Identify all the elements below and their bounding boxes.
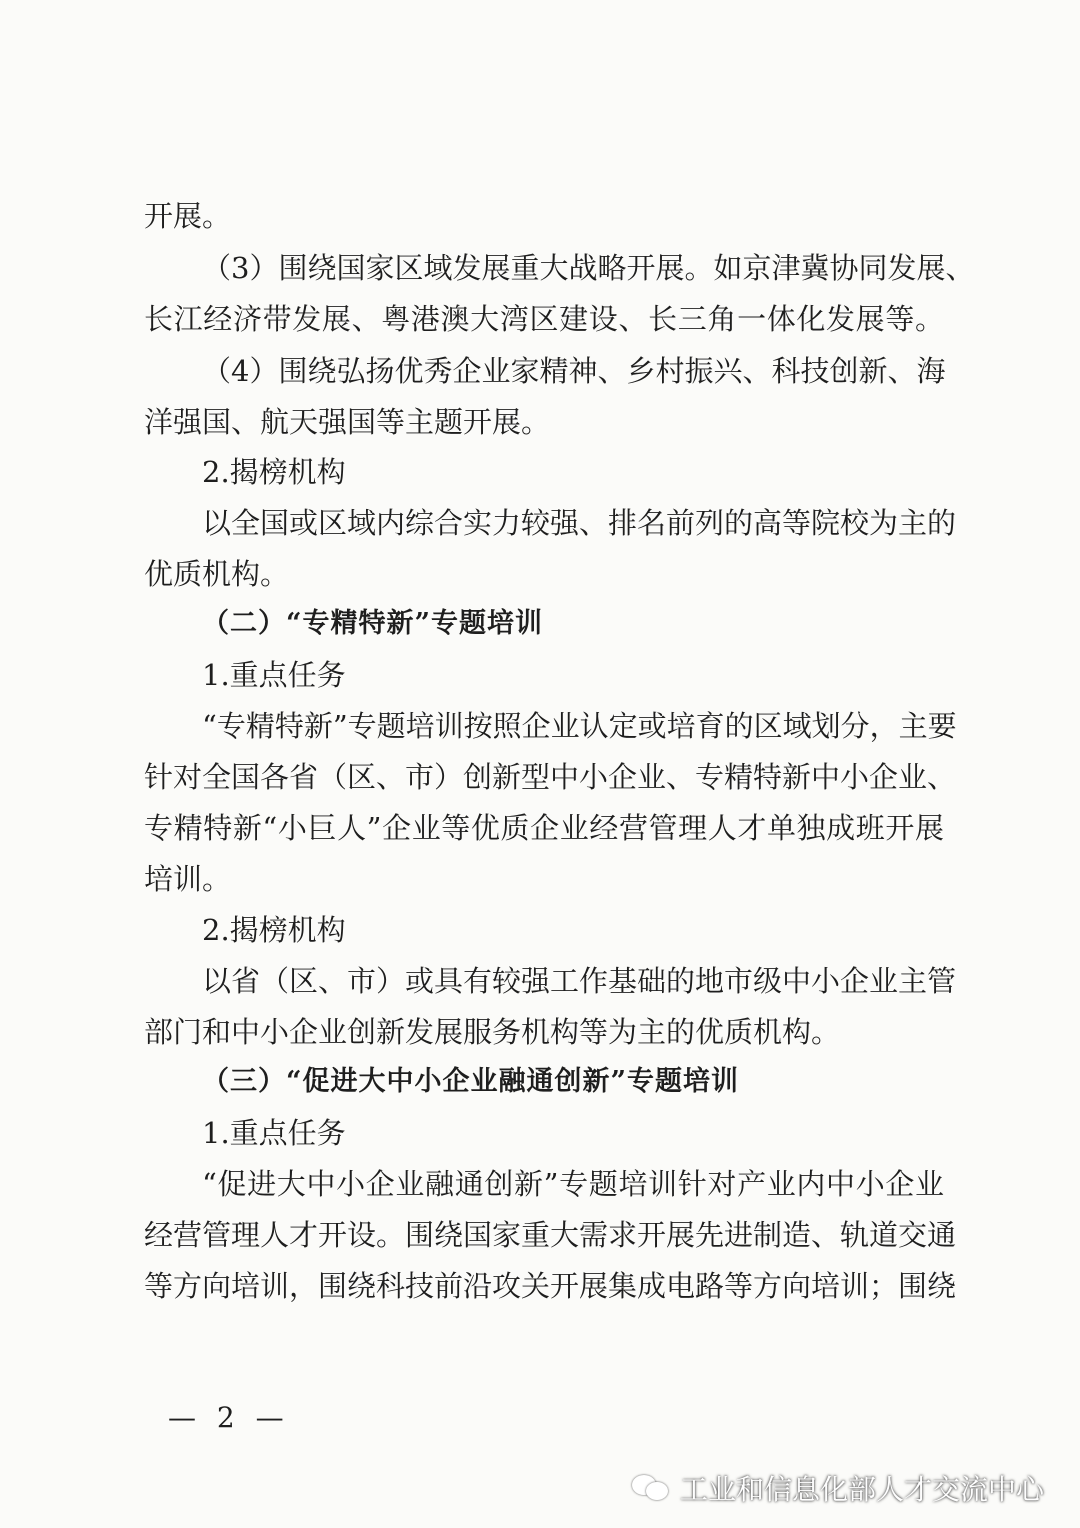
section-heading: （三）“促进大中小企业融通创新”专题培训 bbox=[202, 1066, 740, 1097]
watermark bbox=[632, 1468, 1044, 1508]
paragraph-line: 部门和中小企业创新发展服务机构等为主的优质机构。 bbox=[144, 1015, 841, 1049]
paragraph-line: 开展。 bbox=[144, 199, 232, 233]
paragraph-line: 针对全国各省（区、市）创新型中小企业、专精特新中小企业、 bbox=[144, 760, 957, 794]
section-heading: （二）“专精特新”专题培训 bbox=[202, 608, 544, 639]
paragraph-line: 培训。 bbox=[144, 862, 232, 896]
section-subheading: 1.重点任务 bbox=[202, 658, 346, 692]
paragraph-line: “专精特新”专题培训按照企业认定或培育的区域划分，主要 bbox=[202, 709, 957, 743]
paragraph-line: 以全国或区域内综合实力较强、排名前列的高等院校为主的 bbox=[202, 506, 957, 540]
paragraph-line: （4）围绕弘扬优秀企业家精神、乡村振兴、科技创新、海 bbox=[202, 354, 946, 388]
paragraph-line: 以省（区、市）或具有较强工作基础的地市级中小企业主管 bbox=[202, 964, 957, 998]
paragraph-line: 等方向培训，围绕科技前沿攻关开展集成电路等方向培训；围绕 bbox=[144, 1269, 957, 1303]
wechat-icon bbox=[632, 1473, 672, 1503]
section-subheading: 1.重点任务 bbox=[202, 1116, 346, 1150]
paragraph-line: 经营管理人才开设。围绕国家重大需求开展先进制造、轨道交通 bbox=[144, 1218, 957, 1252]
paragraph-line: 优质机构。 bbox=[144, 557, 290, 591]
page-number: — 2 — bbox=[168, 1401, 290, 1434]
paragraph-line: 专精特新“小巨人”企业等优质企业经营管理人才单独成班开展 bbox=[144, 811, 944, 845]
watermark-text: 工业和信息化部人才交流中心 bbox=[679, 1473, 1044, 1506]
section-subheading: 2.揭榜机构 bbox=[202, 455, 346, 489]
paragraph-line: “促进大中小企业融通创新”专题培训针对产业内中小企业 bbox=[202, 1167, 944, 1201]
paragraph-line: 长江经济带发展、粤港澳大湾区建设、长三角一体化发展等。 bbox=[144, 302, 944, 336]
paragraph-line: （3）围绕国家区域发展重大战略开展。如京津冀协同发展、 bbox=[202, 251, 975, 285]
paragraph-line: 洋强国、航天强国等主题开展。 bbox=[144, 405, 551, 439]
section-subheading: 2.揭榜机构 bbox=[202, 913, 346, 947]
